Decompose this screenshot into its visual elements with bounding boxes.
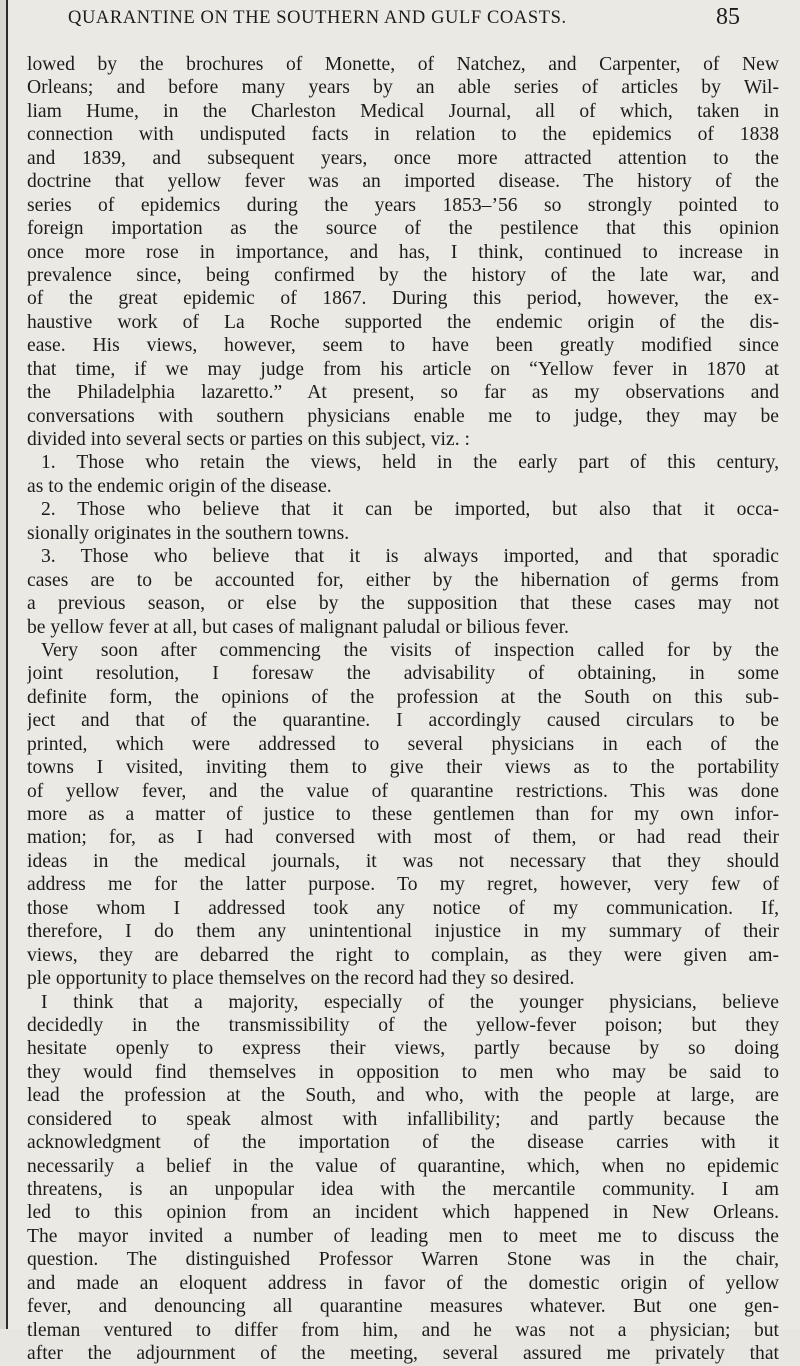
text-line: lead the profession at the South, and who, with the people at large, are [27,1085,779,1107]
text-line: of the great epidemic of 1867. During this period, however, the ex- [27,288,779,310]
text-line: considered to speak almost with infallibility; and partly because the [27,1108,779,1130]
text-line: fever, and denouncing all quarantine measures whatever. But one gen- [27,1296,779,1318]
text-line: connection with undisputed facts in relation to the epidemics of 1838 [27,124,779,146]
text-line: acknowledgment of the importation of the disease carries with it [27,1132,779,1154]
text-line: necessarily a belief in the value of quarantine, which, when no epidemic [27,1155,779,1177]
text-line: divided into several sects or parties on this subject, viz. : [27,429,470,450]
text-line: ideas in the medical journals, it was not necessary that they should [27,850,779,872]
text-line: led to this opinion from an incident which happened in New Orleans. [27,1202,779,1224]
page-gutter-line [6,0,8,1329]
text-line: sionally originates in the southern towns. [27,522,350,544]
text-line: 3. Those who believe that it is always imported, and that sporadic [41,546,779,568]
text-line: lowed by the brochures of Monette, of Natchez, and Carpenter, of New [27,54,779,75]
text-line: the Philadelphia lazaretto.” At present, so far as my observations and [27,382,779,404]
text-line: doctrine that yellow fever was an imported disease. The history of the [27,171,779,193]
text-line: that time, if we may judge from his article on “Yellow fever in 1870 at [27,358,779,380]
text-line: address me for the latter purpose. To my regret, however, very few of [27,874,779,896]
text-line: joint resolution, I foresaw the advisability of obtaining, in some [27,663,779,685]
text-line: threatens, is an unpopular idea with the mercantile community. I am [27,1179,779,1200]
text-line: foreign importation as the source of the pestilence that this opinion [27,218,779,240]
text-line: conversations with southern physicians enable me to judge, they may be [27,405,779,427]
text-line: ject and that of the quarantine. I accordingly caused circulars to be [27,710,779,732]
text-line: Very soon after commencing the visits of inspection called for by the [41,639,779,661]
text-line: as to the endemic origin of the disease. [27,475,332,497]
text-line: series of epidemics during the years 1853–’56 so strongly pointed to [27,194,779,216]
text-line: haustive work of La Roche supported the endemic origin of the dis- [27,311,779,333]
text-line: The mayor invited a number of leading men to meet me to discuss the [27,1225,779,1247]
text-line: once more rose in importance, and has, I think, continued to increase in [27,241,779,263]
text-line: towns I visited, inviting them to give their views as to the portability [27,757,779,779]
text-line: more as a matter of justice to these gentlemen than for my own infor- [27,804,779,825]
text-line: be yellow fever at all, but cases of malignant paludal or bilious fever. [27,616,569,638]
text-line: hesitate openly to express their views, partly because by so doing [27,1038,779,1060]
text-line: after the adjournment of the meeting, several assured me privately that [27,1343,779,1365]
text-line: printed, which were addressed to several physicians in each of the [27,733,779,755]
text-line: prevalence since, being confirmed by the history of the late war, and [27,264,779,286]
text-line: 1. Those who retain the views, held in the early part of this century, [41,452,779,474]
text-line: therefore, I do them any unintentional injustice in my summary of their [27,921,779,943]
text-line: decidedly in the transmissibility of the yellow-fever poison; but they [27,1014,779,1036]
text-line: ple opportunity to place themselves on the record had they so desired. [27,968,575,990]
page-header [68,6,740,32]
body-text [27,53,779,1366]
text-line: I think that a majority, especially of the younger physicians, believe [41,991,779,1013]
text-line: 2. Those who believe that it can be imported, but also that it occa- [41,499,779,521]
text-line: cases are to be accounted for, either by the hibernation of germs from [27,569,779,591]
text-line: Orleans; and before many years by an able series of articles by Wil- [27,77,779,99]
text-line: definite form, the opinions of the profession at the South on this sub- [27,686,779,708]
text-line: tleman ventured to differ from him, and he was not a physician; but [27,1319,779,1341]
running-head: QUARANTINE ON THE SOUTHERN AND GULF COASTS. [68,8,567,28]
text-line: views, they are debarred the right to complain, as they were given am- [27,944,779,966]
text-line: they would find themselves in opposition to men who may be said to [27,1061,779,1083]
text-line: and made an eloquent address in favor of the domestic origin of yellow [27,1272,779,1294]
text-line: mation; for, as I had conversed with most of them, or had read their [27,827,779,849]
text-line: question. The distinguished Professor Warren Stone was in the chair, [27,1249,779,1271]
text-line: a previous season, or else by the supposition that these cases may not [27,593,779,615]
text-line: of yellow fever, and the value of quarantine restrictions. This was done [27,780,779,802]
text-line: ease. His views, however, seem to have been greatly modified since [27,335,779,357]
text-line: those whom I addressed took any notice of my communication. If, [27,897,779,919]
page-number: 85 [716,4,740,30]
text-line: liam Hume, in the Charleston Medical Journal, all of which, taken in [27,100,779,122]
text-line: and 1839, and subsequent years, once more attracted attention to the [27,147,779,169]
